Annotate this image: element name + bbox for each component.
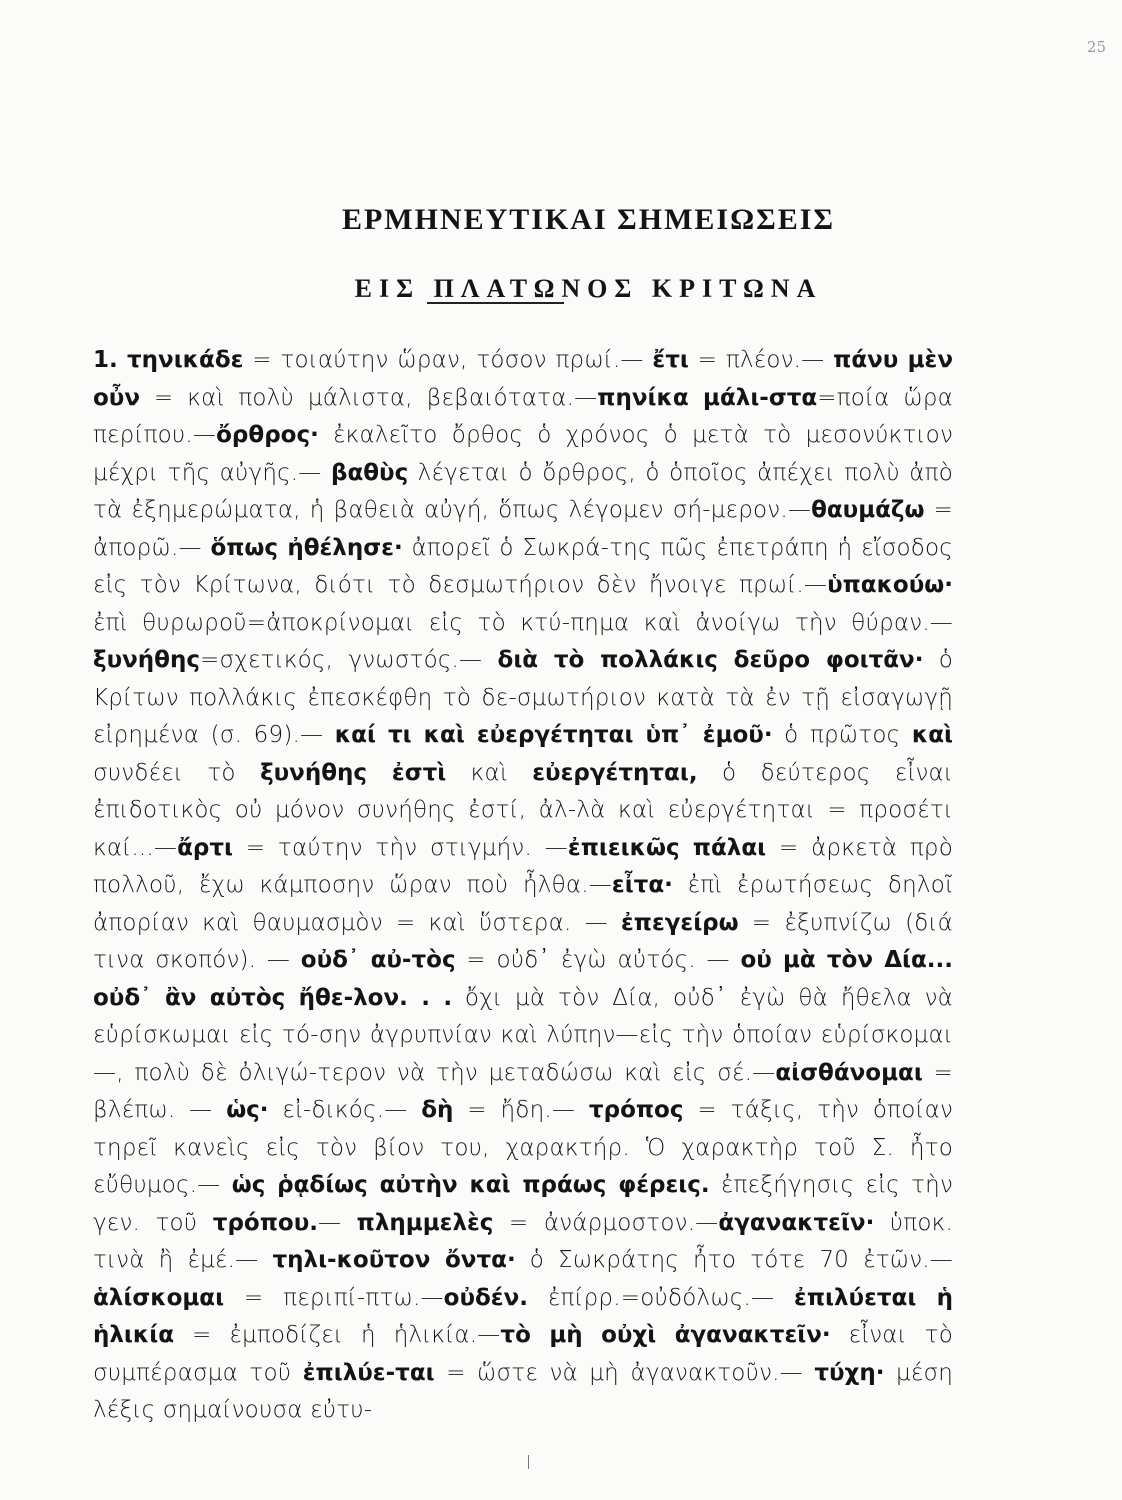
lemma-term: οὐ μὰ τὸν Δία... οὐδ᾽ ἂν αὐτὸς ἤθε-λον. . .: [93, 947, 953, 1011]
lemma-term: τὸ μὴ οὐχὶ ἀγανακτεῖν·: [500, 1322, 831, 1348]
gloss-text: = ἀνάρμοστον.—: [493, 1209, 719, 1236]
lemma-term: τύχη·: [814, 1359, 885, 1386]
gloss-text: = ἐμποδίζει ἡ ἡλικία.—: [174, 1322, 501, 1348]
gloss-text: ὑποκ. τινὰ ἢ ἐμέ.—: [93, 1209, 953, 1273]
lemma-term: ὡς·: [226, 1097, 269, 1123]
lemma-term: πλημμελὲς: [356, 1209, 494, 1236]
gloss-text: ἀπορεῖ ὁ Σωκρά-της πῶς ἐπετράπη ἡ εἴσοδος εἰς τὸν Κρίτωνα, διότι τὸ δεσμωτήριον δὲν ἤνοιγε πρωί.—: [93, 534, 953, 598]
lemma-term: ἐπεγείρω: [620, 909, 739, 936]
gloss-text: = ταύτην τὴν στιγμήν. —: [232, 834, 568, 861]
lemma-term: καί τι καὶ εὐεργέτηται ὑπ᾽ ἐμοῦ·: [334, 722, 773, 748]
gloss-text: = περιπί-πτω.—: [224, 1284, 444, 1311]
lemma-term: ἁλίσκομαι: [93, 1284, 225, 1311]
gloss-text: —: [318, 1209, 357, 1236]
page-title: ΕΡΜΗΝΕΥΤΙΚΑΙ ΣΗΜΕΙΩΣΕΙΣ: [341, 203, 836, 237]
lemma-term: ὄρθρος·: [216, 422, 319, 448]
title-rule: [427, 302, 564, 304]
gloss-text: ἐπεξήγησις εἰς τὴν γεν. τοῦ: [93, 1172, 953, 1236]
gloss-text: = ἐξυπνίζω (διά τινα σκοπόν). —: [93, 909, 953, 973]
lemma-term: ἔτι: [652, 347, 689, 373]
lemma-term: καὶ: [911, 722, 953, 748]
gloss-text: =σχετικός, γνωστός.—: [199, 647, 498, 673]
gloss-text: = ἀπορῶ.—: [93, 497, 954, 561]
lemma-term: τηλι-κοῦτον ὄντα·: [272, 1247, 516, 1273]
lemma-term: ἄρτι: [177, 834, 233, 861]
lemma-term: αἰσθάνομαι: [775, 1059, 923, 1086]
gloss-text: ὁ Σωκράτης ἦτο τότε 70 ἐτῶν.—: [515, 1247, 953, 1273]
gloss-text: ἐπὶ ἐρωτήσεως δηλοῖ ἀπορίαν καὶ θαυμασμὸν = καὶ ὕστερα. —: [93, 872, 953, 936]
gloss-text: = οὐδ᾽ ἐγὼ αὐτός. —: [455, 947, 741, 973]
lemma-term: θαυμάζω: [811, 497, 925, 523]
gloss-text: ἐπὶ θυρωροῦ=ἀποκρίνομαι εἰς τὸ κτύ-πημα καὶ ἀνοίγω τὴν θύραν.—: [93, 609, 953, 636]
gloss-text: μέση λέξις σημαίνουσα εὐτυ-: [93, 1359, 954, 1423]
gloss-text: = τοιαύτην ὥραν, τόσον πρωί.—: [243, 347, 653, 373]
page-number: 25: [1086, 38, 1106, 56]
gloss-text: λέγεται ὁ ὄρθρος, ὁ ὁποῖος ἀπέχει πολὺ ἀπὸ τὰ ἐξημερώματα, ἡ βαθειὰ αὐγή, ὅπως λέγομεν σή-μερον.—: [93, 459, 953, 523]
gloss-text: = τάξις, τὴν ὁποίαν τηρεῖ κανεὶς εἰς τὸν βίον του, χαρακτήρ. Ὁ χαρακτὴρ τοῦ Σ. ἦτο εὔθυμος.—: [93, 1097, 953, 1198]
gloss-text: συνδέει τὸ: [93, 759, 261, 786]
gloss-text: εἶναι τὸ συμπέρασμα τοῦ: [93, 1322, 953, 1386]
lemma-term: ἐπιλύεται ἡ ἡλικία: [93, 1284, 954, 1348]
gloss-text: ὄχι μὰ τὸν Δία, οὐδ᾽ ἐγὼ θὰ ἤθελα νὰ εὑρίσκωμαι εἰς τό-σην ἀγρυπνίαν καὶ λύπην—εἰς τὴν ὁποίαν εὑρίσκομαι—, πολὺ δὲ ὀλιγώ-τερον νὰ τὴν μεταδώσω καὶ εἰς σέ.—: [93, 984, 954, 1086]
gloss-text: =ποία ὥρα περίπου.—: [93, 384, 954, 448]
page-mark: [528, 1455, 529, 1469]
lemma-term: πάνυ μὲν οὖν: [93, 347, 953, 411]
lemma-term: δὴ: [421, 1097, 454, 1123]
lemma-term: διὰ τὸ πολλάκις δεῦρο φοιτᾶν·: [497, 647, 924, 673]
lemma-term: ὡς ῥᾳδίως αὐτὴν καὶ πράως φέρεις.: [231, 1172, 710, 1198]
commentary-paragraph: [93, 342, 953, 1430]
gloss-text: εἰ-δικός.—: [268, 1097, 422, 1123]
gloss-text: ὁ πρῶτος: [772, 722, 912, 748]
lemma-term: ὑπακούω·: [827, 572, 953, 598]
lemma-term: τρόπος: [588, 1097, 684, 1123]
gloss-text: = ἤδη.—: [453, 1097, 589, 1123]
gloss-text: καὶ: [446, 759, 533, 786]
gloss-text: = καὶ πολὺ μάλιστα, βεβαιότατα.—: [140, 384, 598, 411]
gloss-text: = ὥστε νὰ μὴ ἀγανακτοῦν.—: [434, 1359, 815, 1386]
lemma-term: εἶτα·: [611, 872, 673, 898]
page-subtitle: ΕΙΣ ΠΛΑΤΩΝΟΣ ΚΡΙΤΩΝΑ: [354, 273, 823, 303]
lemma-term: ξυνήθης: [93, 647, 200, 673]
gloss-text: = ἀρκετὰ πρὸ πολλοῦ, ἔχω κάμποσην ὥραν ποὺ ἦλθα.—: [93, 834, 953, 898]
lemma-term: ἀγανακτεῖν·: [718, 1209, 875, 1236]
lemma-term: τρόπου.: [212, 1209, 318, 1236]
gloss-text: = βλέπω. —: [93, 1059, 953, 1123]
lemma-term: πηνίκα μάλι-στα: [597, 384, 818, 411]
lemma-term: οὐδ᾽ αὐ-τὸς: [300, 947, 456, 973]
lemma-term: εὐεργέτηται,: [532, 759, 698, 786]
lemma-term: βαθὺς: [330, 459, 409, 486]
lemma-term: ὅπως ἠθέλησε·: [210, 534, 403, 561]
lemma-term: ξυνήθης ἐστὶ: [260, 759, 447, 786]
gloss-text: ὁ δεύτερος εἶναι ἐπιδοτικὸς οὐ μόνον συνήθης ἐστί, ἀλ-λὰ καὶ εὐεργέτηται = προσέτι καί...—: [93, 759, 953, 861]
gloss-text: ἐκαλεῖτο ὄρθος ὁ χρόνος ὁ μετὰ τὸ μεσονύκτιον μέχρι τῆς αὐγῆς.—: [93, 422, 953, 486]
lemma-term: οὐδέν.: [443, 1284, 529, 1311]
lemma-term: ἐπιλύε-ται: [302, 1359, 435, 1386]
gloss-text: ἐπίρρ.=οὐδόλως.—: [528, 1284, 795, 1311]
gloss-text: ὁ Κρίτων πολλάκις ἐπεσκέφθη τὸ δε-σμωτήριον κατὰ τὰ ἐν τῇ εἰσαγωγῇ εἰρημένα (σ. 69).—: [93, 647, 953, 748]
lemma-term: ἐπιεικῶς πάλαι: [567, 834, 767, 861]
lemma-term: 1. τηνικάδε: [93, 347, 244, 373]
gloss-text: = πλέον.—: [688, 347, 834, 373]
